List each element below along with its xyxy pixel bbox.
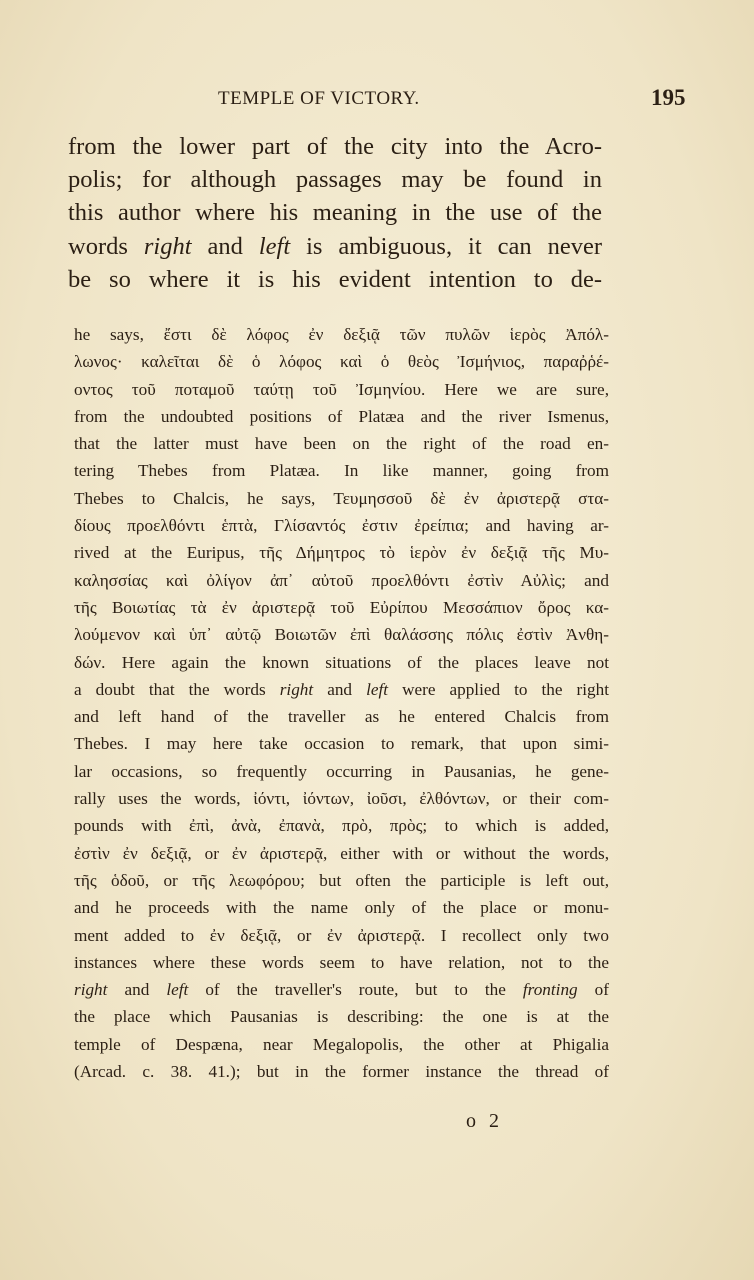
- footnote-line: temple of Despæna, near Megalopolis, the other at Phigalia: [74, 1034, 609, 1054]
- page-number: 195: [651, 85, 686, 110]
- footnote-line: pounds with ἐπὶ, ἀνὰ, ἐπανὰ, πρὸ, πρὸς; to which is added,: [74, 816, 609, 836]
- footnote-line: the place which Pausanias is describing: the one is at the: [74, 1007, 609, 1027]
- footnote-line: δίους προελθόντι ἑπτὰ, Γλίσαντός ἐστιν ἐρείπια; and having ar-: [74, 516, 609, 536]
- footnote-line: οντος τοῦ ποταμοῦ ταύτῃ τοῦ Ἰσμηνίου. Here we are sure,: [74, 379, 609, 399]
- footnote-line: ment added to ἐν δεξιᾷ, or ἐν ἀριστερᾷ. I recollect only two: [74, 925, 609, 945]
- footnote-line: δών. Here again the known situations of the places leave not: [74, 652, 609, 672]
- footnote-line: λωνος· καλεῖται δὲ ὁ λόφος καὶ ὁ θεὸς Ἰσμήνιος, παραῤῥέ-: [74, 352, 609, 372]
- main-text: [68, 130, 602, 296]
- footnote-line: καλησσίας καὶ ὀλίγον ἀπ᾽ αὐτοῦ προελθόντι ἐστὶν Αὐλὶς; and: [74, 570, 609, 590]
- footnote-line: Thebes to Chalcis, he says, Τευμησσοῦ δὲ ἐν ἀριστερᾷ στα-: [74, 488, 609, 508]
- main-text-line: from the lower part of the city into the Acro-: [68, 133, 602, 160]
- main-text-line: this author where his meaning in the use of the: [68, 199, 602, 227]
- footnote-line: he says, ἔστι δὲ λόφος ἐν δεξιᾷ τῶν πυλῶν ἱερὸς Ἀπόλ-: [74, 325, 609, 344]
- footnote: [74, 321, 609, 1085]
- footnote-line: rally uses the words, ἰόντι, ἰόντων, ἰοῦσι, ἐλθόντων, or their com-: [74, 789, 609, 809]
- footnote-line: a doubt that the words right and left were applied to the right: [74, 679, 610, 699]
- footnote-line: ἐστὶν ἐν δεξιᾷ, or ἐν ἀριστερᾷ, either with or without the words,: [74, 843, 609, 863]
- footnote-line: τῆς Βοιωτίας τὰ ἐν ἀριστερᾷ τοῦ Εὐρίπου Μεσσάπιον ὄρος κα-: [74, 597, 609, 617]
- footnote-line: and left hand of the traveller as he entered Chalcis from: [74, 707, 609, 727]
- footnote-line: Thebes. I may here take occasion to remark, that upon simi-: [74, 734, 609, 754]
- running-title: TEMPLE OF VICTORY.: [218, 88, 420, 109]
- footnote-line: and he proceeds with the name only of the place or monu-: [74, 898, 609, 918]
- page-header: [0, 86, 754, 116]
- footnote-line: rived at the Euripus, τῆς Δήμητρος τὸ ἱερὸν ἐν δεξιᾷ τῆς Μυ-: [74, 543, 609, 563]
- main-text-line: words right and left is ambiguous, it can never: [68, 232, 603, 260]
- footnote-line: (Arcad. c. 38. 41.); but in the former instance the thread of: [74, 1062, 609, 1082]
- main-text-line: polis; for although passages may be found in: [68, 166, 602, 194]
- footnote-line: instances where these words seem to have relation, not to the: [74, 952, 609, 972]
- main-text-line: be so where it is his evident intention to de-: [68, 265, 602, 293]
- footnote-line: from the undoubted positions of Platæa and the river Ismenus,: [74, 406, 609, 426]
- footnote-line: τῆς ὁδοῦ, or τῆς λεωφόρου; but often the participle is left out,: [74, 870, 609, 890]
- footnote-line: lar occasions, so frequently occurring in Pausanias, he gene-: [74, 761, 609, 781]
- signature-mark: o 2: [466, 1110, 503, 1132]
- footnote-line: right and left of the traveller's route, but to the fronting of: [74, 980, 609, 1000]
- footnote-line: tering Thebes from Platæa. In like manner, going from: [74, 461, 609, 481]
- footnote-line: that the latter must have been on the right of the road en-: [74, 434, 609, 454]
- footnote-line: λούμενον καὶ ὑπ᾽ αὐτῷ Βοιωτῶν ἐπὶ θαλάσσης πόλις ἐστὶν Ἀνθη-: [74, 625, 609, 645]
